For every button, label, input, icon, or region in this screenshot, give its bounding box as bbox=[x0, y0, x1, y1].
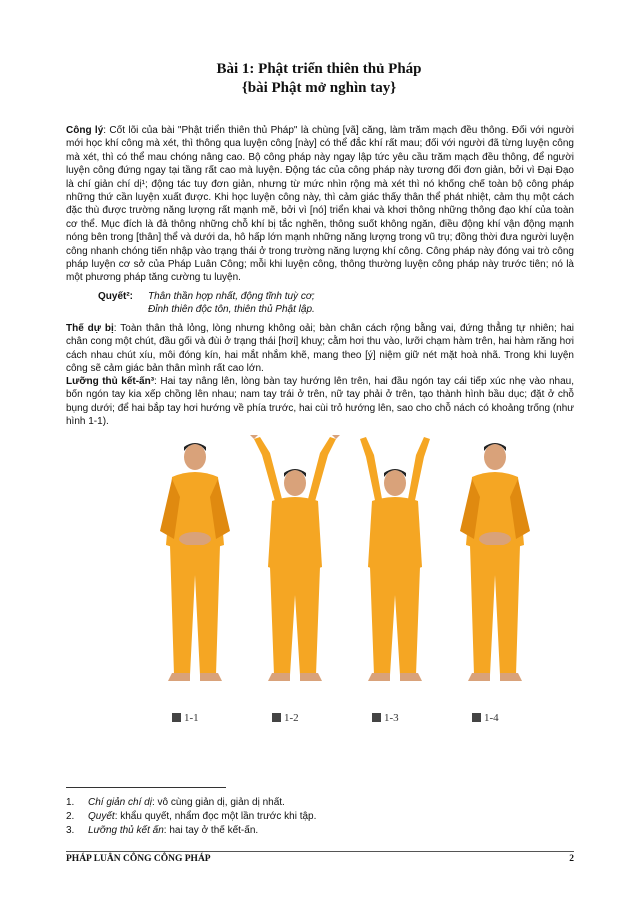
footnote-number: 1. bbox=[66, 797, 75, 808]
page-footer bbox=[66, 854, 574, 864]
footnote-1 bbox=[66, 796, 574, 810]
figure-caption-1-1 bbox=[172, 712, 199, 724]
footnote-term: Quyết bbox=[88, 811, 115, 822]
cong-ly-text: : Cốt lõi của bài "Phật triển thiên thủ Pháp" là chùng [vã] căng, làm trăm mạch đều thông. Đối với người mới học khí công mà xét, thì thông qua luyện công [này] có thể đắc khí rất mau; đối với người đã từng luyện công mà xét, thì có thể mau chóng nâng cao. Bộ công pháp này ngay lập tức yêu cầu trăm mạch đều thông, để người luyện công đứng ngay tại tầng rất cao mà luyện. Động tác của công pháp này tương đối đơn giản, bởi vì Đại Đạo là chí giản chí dị¹; động tác tuy đơn giản, nhưng từ mức nhìn rộng mà xét thì nó khống chế toàn bộ công pháp những thứ cần luyện xuất được. Khi học luyện công này, thì cảm giác thấy thân thể phát nhiệt, cảm thụ một cách đặc thù được trường năng lượng rất mạnh mẽ, bởi vì [nó] triển khai và khơi thông những thông đạo khí của toàn cơ thể. Mục đích là đả thông những chỗ khí bị tắc nghẽn, thông suốt không ngăn, điều động khí vận động mạnh nóng bên trong [thân] thể và dưới da, hô hấp lớn mạnh những năng lượng trong vũ trụ; đồng thời đưa người luyện công nhanh chóng tiến nhập vào trạng thái ở trong trường năng lượng khí công. Công pháp này đóng vai trò công pháp luyện cơ sở của Pháp Luân Công; mỗi khi luyện công, thông thường luyện công pháp này trước tiên; nó là một phương pháp tăng cường tu luyện. bbox=[66, 125, 574, 284]
paragraph-luong-thu bbox=[66, 375, 574, 429]
paragraph-the-du-bi bbox=[66, 322, 574, 376]
figure-caption-1-2 bbox=[272, 712, 299, 724]
luong-thu-label: Lưỡng thủ kết-ấn³ bbox=[66, 376, 155, 387]
figure-label-icon bbox=[172, 713, 181, 722]
caption-text: 1-4 bbox=[484, 712, 499, 724]
caption-text: 1-1 bbox=[184, 712, 199, 724]
footnote-divider bbox=[66, 787, 226, 788]
figure-1-2-image bbox=[250, 435, 340, 695]
footnote-number: 2. bbox=[66, 811, 75, 822]
caption-text: 1-3 bbox=[384, 712, 399, 724]
lesson-title bbox=[0, 60, 638, 98]
page-number: 2 bbox=[569, 854, 574, 864]
figure-1-4-image bbox=[450, 435, 540, 695]
footnote-number: 3. bbox=[66, 825, 75, 836]
figure-caption-1-4 bbox=[472, 712, 499, 724]
footnote-3 bbox=[66, 824, 574, 838]
footnotes bbox=[66, 796, 574, 838]
cong-ly-label: Công lý bbox=[66, 125, 104, 136]
title-line-2: {bài Phật mở nghìn tay} bbox=[241, 80, 397, 96]
footnote-text: : vô cùng giản dị, giản dị nhất. bbox=[151, 797, 285, 808]
footer-book-title: PHÁP LUÂN CÔNG CÔNG PHÁP bbox=[66, 854, 211, 864]
quyet-label: Quyết²: bbox=[98, 291, 133, 302]
quyet-line-2: Đỉnh thiên độc tôn, thiên thủ Phật lập. bbox=[148, 304, 315, 316]
figure-label-icon bbox=[472, 713, 481, 722]
caption-text: 1-2 bbox=[284, 712, 299, 724]
quyet-verse bbox=[148, 290, 508, 317]
footnote-2 bbox=[66, 810, 574, 824]
footnote-text: : khẩu quyết, nhẩm đọc một lần trước khi tập. bbox=[114, 811, 317, 822]
exercise-figures bbox=[150, 435, 540, 695]
footer-divider bbox=[66, 851, 574, 852]
figure-1-3-image bbox=[350, 435, 440, 695]
figure-label-icon bbox=[272, 713, 281, 722]
the-du-bi-label: Thế dự bị bbox=[66, 323, 114, 334]
quyet-line-1: Thân thần hợp nhất, động tĩnh tuỳ cơ; bbox=[148, 291, 315, 302]
paragraph-cong-ly bbox=[66, 124, 574, 285]
figure-1-1-image bbox=[150, 435, 240, 695]
footnote-term: Lưỡng thủ kết ấn bbox=[88, 825, 164, 836]
footnote-text: : hai tay ở thế kết-ấn. bbox=[163, 825, 259, 836]
luong-thu-text: : Hai tay nâng lên, lòng bàn tay hướng lên trên, hai đầu ngón tay cái tiếp xúc nhẹ vào nhau, bốn ngón tay kia xếp chồng lên nhau; nam tay trái ở trên, nữ tay phải ở trên, tạo thành hình bầu dục; đặt ở chỗ bụng dưới; để hai bắp tay hơi hướng về phía trước, hai cùi trỏ hướng lên, sao cho chỗ nách có khoảng trống (như hình 1-1). bbox=[66, 376, 575, 428]
the-du-bi-text: : Toàn thân thả lỏng, lòng nhưng không oải; bàn chân cách rộng bằng vai, đứng thẳng tự nhiên; hai chân cong một chút, đầu gối và đùi ở trạng thái [hơi] khuỵ; cằm hơi thu vào, lưỡi chạm hàm trên, hai hàm răng hơi cách nhau chút xíu, môi đóng kín, hai mắt nhắm khẽ, mang theo [ý] niệm giữ nét mặt hoà nhã. Trong khi luyện công sẽ cảm giác bản thân mình rất cao lớn. bbox=[66, 323, 574, 375]
figure-label-icon bbox=[372, 713, 381, 722]
title-line-1: Bài 1: Phật triển thiên thủ Pháp bbox=[216, 61, 422, 77]
footnote-term: Chí giản chí dị bbox=[88, 797, 152, 808]
figure-caption-1-3 bbox=[372, 712, 399, 724]
